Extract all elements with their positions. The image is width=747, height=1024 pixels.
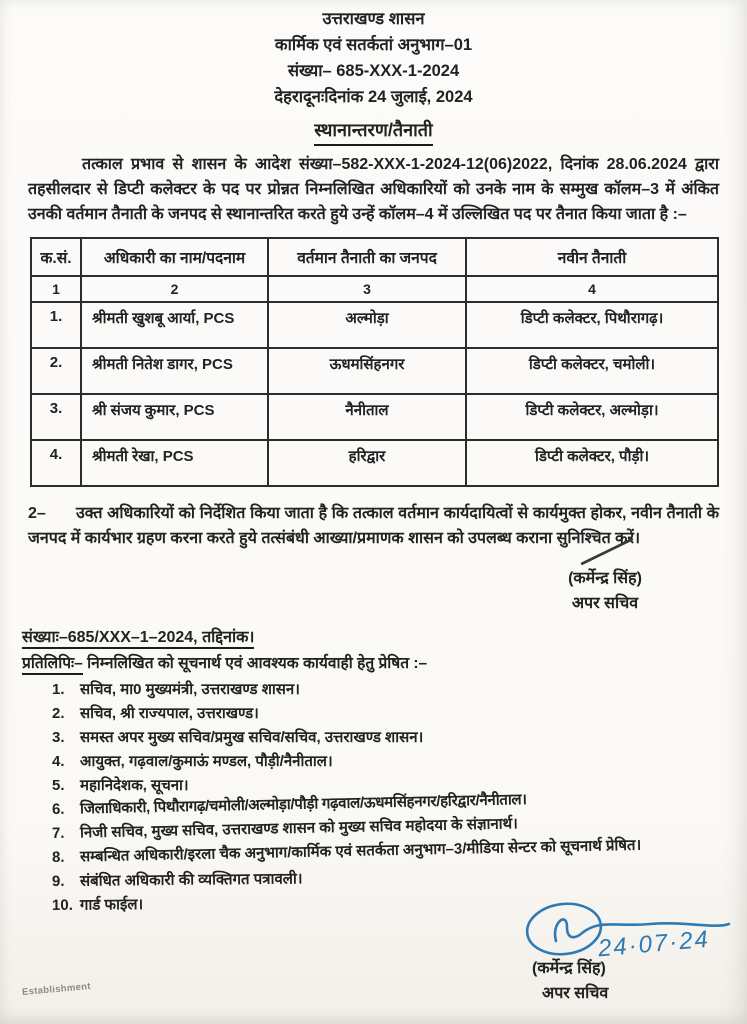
header-name: अधिकारी का नाम/पदनाम <box>81 238 268 276</box>
item-text: निजी सचिव, मुख्य सचिव, उत्तराखण्ड शासन को मुख्य सचिव महोदया के संज्ञानार्थ। <box>79 815 519 842</box>
header-current-district: वर्तमान तैनाती का जनपद <box>268 238 466 276</box>
cell-current-district: नैनीताल <box>268 394 466 440</box>
table-row <box>31 302 718 348</box>
directive-paragraph <box>28 501 719 551</box>
item-number: 9. <box>51 872 65 890</box>
clause-number: 2– <box>28 505 46 522</box>
item-text: जिलाधिकारी, पिथौरागढ़/चमोली/अल्मोड़ा/पौड़ी गढ़वाल/ऊधमसिंहनगर/हरिद्वार/नैनीताल। <box>79 791 527 818</box>
item-text: सम्बन्धित अधिकारी/इरला चैक अनुभाग/कार्मिक एवं सतर्कता अनुभाग–3/मीडिया सेन्टर को सूचनार्थ प्रेषित। <box>79 836 642 866</box>
item-number: 1. <box>52 681 65 698</box>
col-num: 1 <box>31 276 81 302</box>
item-number: 7. <box>51 824 65 842</box>
document-title: स्थानान्तरण/तैनाती <box>314 118 432 146</box>
item-text: महानिदेशक, सूचना। <box>80 777 189 794</box>
place-date-line: देहरादूनःदिनांक 24 जुलाई, 2024 <box>274 88 473 106</box>
reference-text: संख्याः–685/XXX–1–2024, तद्दिनांक। <box>22 629 254 649</box>
copy-intro: निम्नलिखित को सूचनार्थ एवं आवश्यक कार्यवाही हेतु प्रेषित :– <box>87 655 428 672</box>
cell-officer-name: श्रीमती खुशबू आर्या, PCS <box>81 302 268 348</box>
item-text: गार्ड फाईल। <box>79 896 144 914</box>
cell-serial: 2. <box>31 348 81 394</box>
handwritten-date: 24·07·24 <box>596 925 711 963</box>
cell-new-posting: डिप्टी कलेक्टर, अल्मोड़ा। <box>466 394 718 440</box>
cell-current-district: हरिद्वार <box>268 440 466 486</box>
header-new-posting: नवीन तैनाती <box>466 238 718 276</box>
establishment-stamp: Establishment <box>21 981 92 998</box>
cell-officer-name: श्रीमती नितेश डागर, PCS <box>81 348 268 394</box>
directive-text: उक्त अधिकारियों को निर्देशित किया जाता है कि तत्काल वर्तमान कार्यदायित्वों से कार्यमुक्त होकर, नवीन तैनाती के जनपद में कार्यभार ग्रहण करना करते हुये तत्संबंधी आख्या/प्रमाणक शासन को उपलब्ध कराना सुनिश्चित करें। <box>28 505 719 547</box>
table-row <box>31 348 718 394</box>
org-name: उत्तराखण्ड शासन <box>322 10 425 28</box>
cell-current-district: अल्मोड़ा <box>268 302 466 348</box>
signatory-name: (कर्मेन्द्र सिंह) <box>568 570 642 587</box>
item-text: सचिव, मा0 मुख्यमंत्री, उत्तराखण्ड शासन। <box>80 681 300 698</box>
table-row <box>31 394 718 440</box>
transfer-table <box>30 237 719 487</box>
signatory-designation: अपर सचिव <box>542 985 609 1002</box>
copy-label: प्रतिलिपिः– <box>22 655 83 675</box>
item-text: समस्त अपर मुख्य सचिव/प्रमुख सचिव/सचिव, उत्तराखण्ड शासन। <box>80 729 424 746</box>
item-text: आयुक्त, गढ़वाल/कुमाऊं मण्डल, पौड़ी/नैनीताल। <box>80 753 333 770</box>
cell-officer-name: श्रीमती रेखा, PCS <box>81 440 268 486</box>
list-item <box>52 726 747 750</box>
list-item <box>52 678 747 702</box>
cell-officer-name: श्री संजय कुमार, PCS <box>81 394 268 440</box>
cell-new-posting: डिप्टी कलेक्टर, पिथौरागढ़। <box>466 302 718 348</box>
department-line: कार्मिक एवं सतर्कतां अनुभाग–01 <box>274 36 473 54</box>
signatory-designation: अपर सचिव <box>571 595 639 612</box>
cell-new-posting: डिप्टी कलेक्टर, चमोली। <box>466 348 718 394</box>
cell-serial: 4. <box>31 440 81 486</box>
signature-scribble-icon <box>520 893 735 963</box>
order-number: संख्या– 685-XXX-1-2024 <box>287 62 460 80</box>
distribution-list <box>52 678 747 918</box>
list-item <box>52 702 747 726</box>
item-number: 5. <box>52 777 65 794</box>
signature-block-upper <box>540 566 670 616</box>
item-text: संबंधित अधिकारी की व्यक्तिगत पत्रावली। <box>79 870 303 890</box>
order-paragraph: तत्काल प्रभाव से शासन के आदेश संख्या–582-XXX-1-2024-12(06)2022, दिनांक 28.06.2024 द्वारा तहसीलदार से डिप्टी कलेक्टर के पद पर प्रोन्नत निम्नलिखित अधिकारियों को उनके नाम के सम्मुख कॉलम–3 में अंकित उनकी वर्तमान तैनाती के जनपद से स्थानान्तरित करते हुये उन्हें कॉलम–4 में उल्लिखित पद पर तैनात किया जाता है :– <box>28 156 719 223</box>
handwritten-signature <box>520 893 735 963</box>
table-row <box>31 440 718 486</box>
col-num: 4 <box>466 276 718 302</box>
copy-to-line <box>22 651 747 673</box>
signature-block-lower <box>532 956 608 1006</box>
list-item <box>52 750 747 774</box>
item-number: 4. <box>52 753 65 770</box>
cell-new-posting: डिप्टी कलेक्टर, पौड़ी। <box>466 440 718 486</box>
item-text: सचिव, श्री राज्यपाल, उत्तराखण्ड। <box>80 705 259 722</box>
title-wrap <box>0 118 747 146</box>
item-number: 10. <box>51 896 73 914</box>
item-number: 3. <box>52 729 65 746</box>
table-header-row <box>31 238 718 276</box>
item-number: 6. <box>51 800 65 818</box>
header-serial: क.सं. <box>31 238 81 276</box>
col-num: 2 <box>81 276 268 302</box>
reference-line <box>22 625 747 647</box>
column-number-row <box>31 276 718 302</box>
col-num: 3 <box>268 276 466 302</box>
item-number: 8. <box>51 848 65 866</box>
cell-serial: 1. <box>31 302 81 348</box>
signatory-name: (कर्मेन्द्र सिंह) <box>532 960 606 977</box>
item-number: 2. <box>52 705 65 722</box>
cell-current-district: ऊधमसिंहनगर <box>268 348 466 394</box>
letterhead <box>0 0 747 110</box>
cell-serial: 3. <box>31 394 81 440</box>
